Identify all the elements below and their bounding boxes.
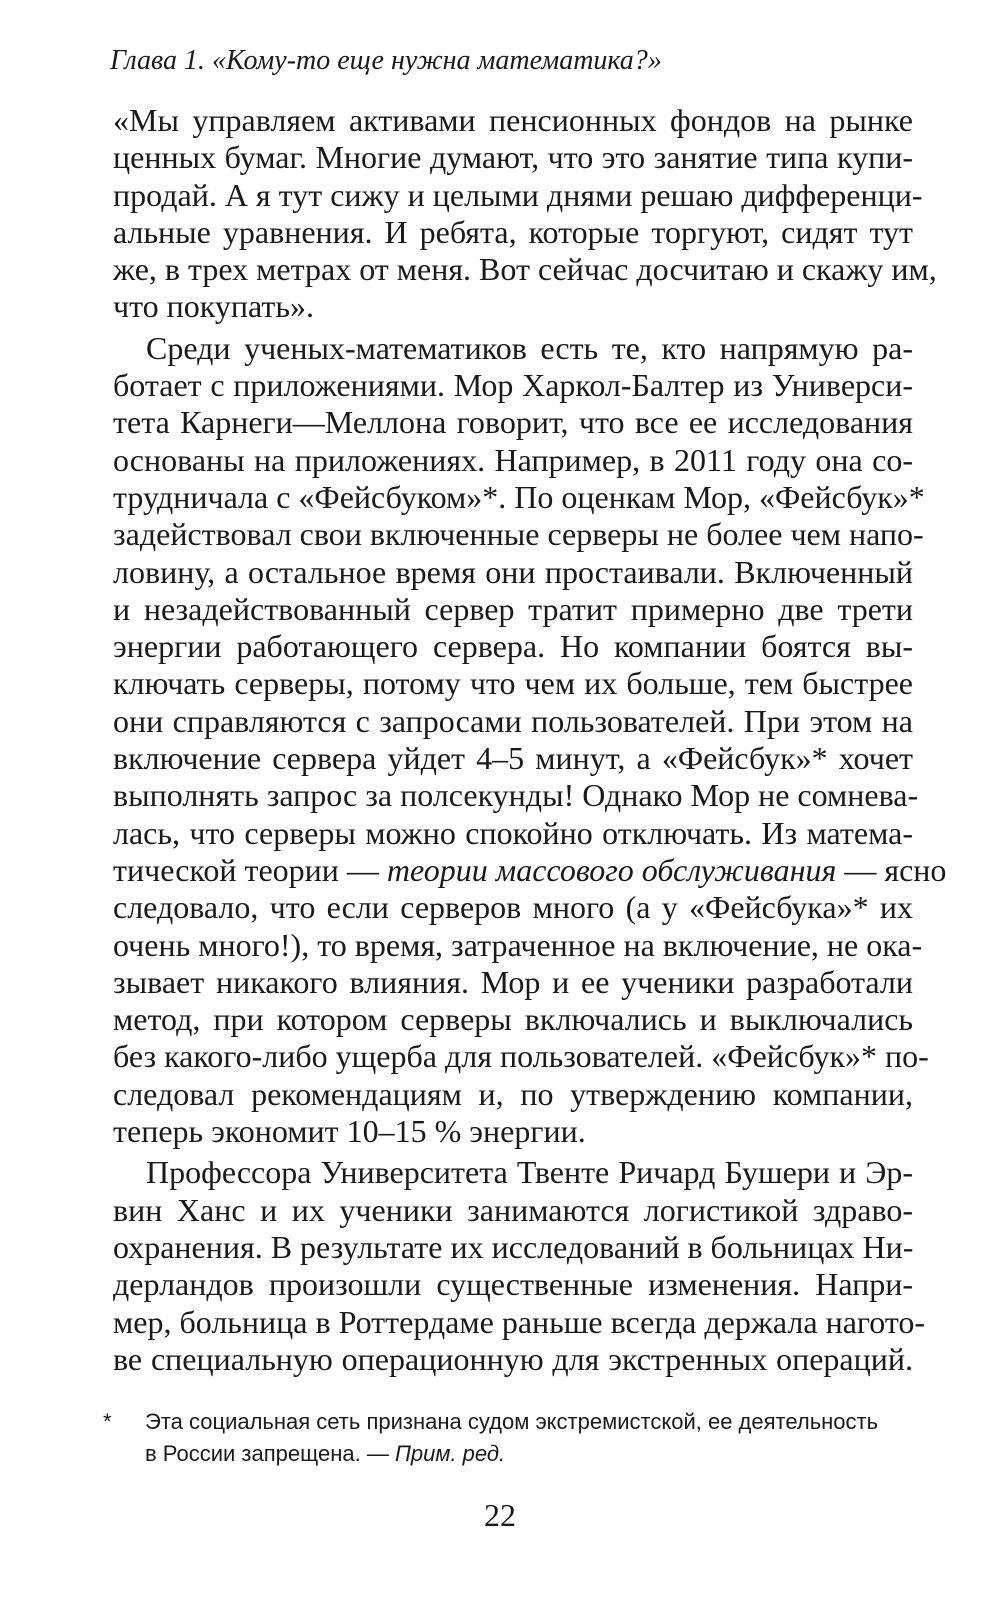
editor-note: Прим. ред.: [394, 1441, 506, 1466]
text-line: очень много!), то время, затраченное на включение, не ока-: [113, 926, 923, 963]
text-line: следовало, что если серверов много (а у «Фейсбука»* их: [113, 889, 913, 926]
paragraph: [113, 1154, 926, 1378]
footnote-mark: *: [103, 1409, 112, 1434]
text-line: включение сервера уйдет 4–5 минут, а «Фейсбук»* хочет: [113, 740, 913, 777]
text-line: ловину, а остальное время они простаивали. Включенный: [113, 553, 913, 590]
text-line: что покупать».: [113, 288, 314, 325]
footnote-text: в России запрещена. —: [145, 1441, 395, 1466]
text-line: следовал рекомендациям и, по утверждению компании,: [113, 1075, 913, 1112]
paragraph: [113, 329, 947, 1151]
text-line: дерландов произошли существенные изменения. Напри-: [113, 1266, 913, 1303]
text-line: альные уравнения. И ребята, которые торгуют, сидят тут: [113, 213, 913, 250]
text-line: охранения. В результате их исследований в больницах Ни-: [113, 1228, 914, 1265]
text-line: ботает с приложениями. Мор Харкол-Балтер из Универси-: [113, 367, 913, 404]
text-line: мер, больница в Роттердаме раньше всегда держала нагото-: [113, 1303, 926, 1340]
text-line: теперь экономит 10–15 % энергии.: [113, 1113, 586, 1150]
footnote-line: Эта социальная сеть признана судом экстремистской, ее деятельность: [145, 1409, 879, 1434]
paragraph: [113, 102, 937, 326]
footnote: [103, 1406, 913, 1470]
text-line: Среди ученых-математиков есть те, кто напрямую ра-: [146, 329, 913, 366]
page-number: 22: [484, 1497, 516, 1533]
text-line: вин Ханс и их ученики занимаются логистикой здраво-: [113, 1191, 913, 1228]
text-line: ключать серверы, потому что чем их больше, тем быстрее: [113, 665, 913, 702]
text-line: без какого-либо ущерба для пользователей. «Фейсбук»* по-: [113, 1038, 929, 1075]
text-line: ценных бумаг. Многие думают, что это занятие типа купи-: [113, 139, 913, 176]
text-segment: тической теории —: [113, 851, 387, 888]
text-line: энергии работающего сервера. Но компании боятся вы-: [113, 628, 913, 665]
text-line-mixed: [113, 851, 947, 889]
text-line: выполнять запрос за полсекунды! Однако Мор не сомнева-: [113, 777, 919, 814]
text-line: же, в трех метрах от меня. Вот сейчас досчитаю и скажу им,: [113, 251, 937, 288]
text-line: они справляются с запросами пользователей. При этом на: [113, 702, 913, 739]
text-line: и незадействованный сервер тратит примерно две трети: [113, 590, 913, 627]
text-line: Профессора Университета Твенте Ричард Бушери и Эр-: [146, 1154, 913, 1191]
text-line: тета Карнеги—Меллона говорит, что все ее исследования: [113, 404, 913, 441]
text-line: лась, что серверы можно спокойно отключать. Из матема-: [113, 814, 913, 851]
text-line: «Мы управляем активами пенсионных фондов на рынке: [113, 102, 913, 138]
footnote-line: [103, 1438, 913, 1470]
text-line: зывает никакого влияния. Мор и ее ученики разработали: [113, 963, 913, 1000]
text-line: задействовал свои включенные серверы не более чем напо-: [113, 516, 924, 553]
text-line: метод, при котором серверы включались и выключались: [113, 1001, 913, 1038]
text-segment: — ясно: [836, 851, 947, 888]
text-line: трудничала с «Фейсбуком»*. По оценкам Мор, «Фейсбук»*: [113, 478, 925, 515]
text-line: продай. А я тут сижу и целыми днями решаю дифференци-: [113, 176, 923, 213]
emphasis-term: теории массового обслуживания: [386, 851, 837, 888]
text-line: ве специальную операционную для экстренных операций.: [113, 1340, 913, 1377]
text-line: основаны на приложениях. Например, в 2011 году она со-: [113, 441, 913, 478]
body-text: [113, 102, 947, 1378]
running-head: Глава 1. «Кому-то еще нужна математика?»: [110, 45, 662, 76]
